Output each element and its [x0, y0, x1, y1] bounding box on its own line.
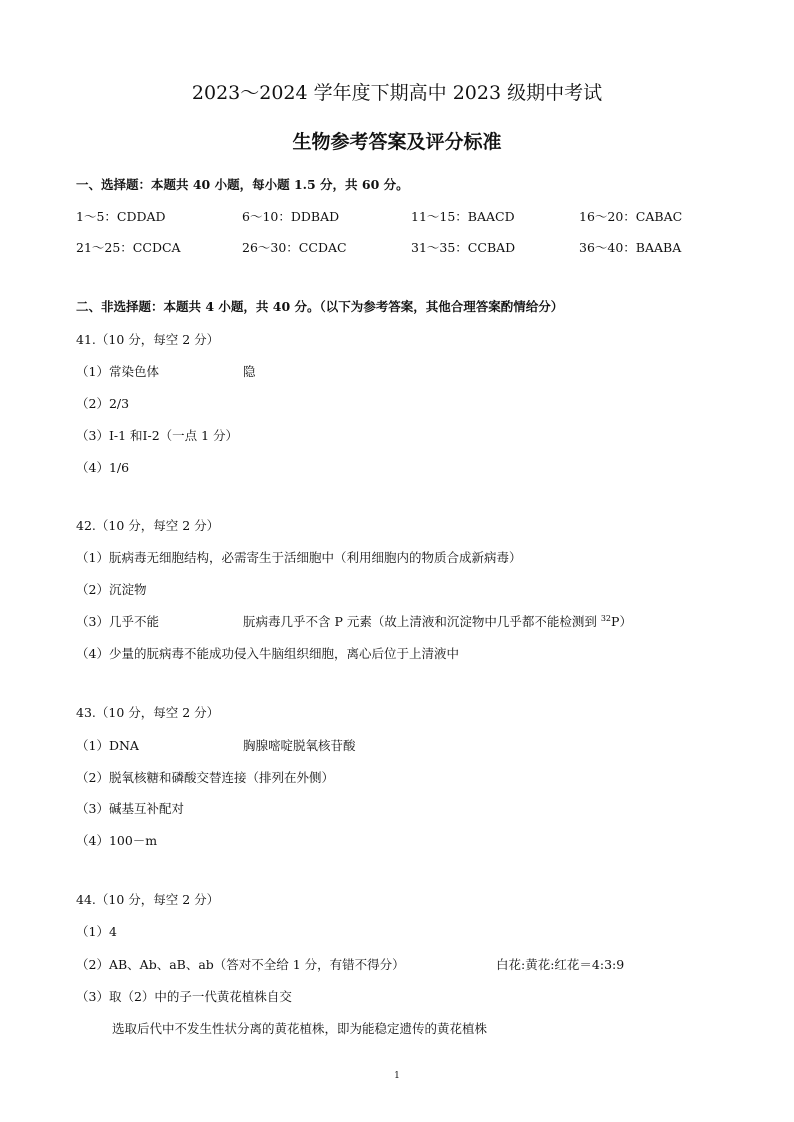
q42-answer-1: （1）朊病毒无细胞结构，必需寄生于活细胞中（利用细胞内的物质合成新病毒）	[76, 550, 522, 565]
q43-header: 43.（10 分，每空 2 分）	[76, 705, 220, 720]
q42-answer-4: （4）少量的朊病毒不能成功侵入牛脑组织细胞，离心后位于上清液中	[76, 646, 459, 661]
q44-header: 44.（10 分，每空 2 分）	[76, 892, 220, 907]
isotope-superscript: 32	[600, 614, 612, 623]
page-number: 1	[394, 1071, 400, 1081]
q41-answer-2: （2）2/3	[76, 396, 130, 411]
answer-range: 6～10：DDBAD	[242, 209, 340, 224]
q42-header: 42.（10 分，每空 2 分）	[76, 518, 220, 533]
q43-answer-3: （3）碱基互补配对	[76, 801, 184, 816]
q42-answer-3b-text: 朊病毒几乎不含 P 元素（故上清液和沉淀物中几乎都不能检测到	[243, 614, 601, 629]
q44-answer-3b: 选取后代中不发生性状分离的黄花植株，即为能稳定遗传的黄花植株	[112, 1021, 488, 1036]
exam-title: 2023～2024 学年度下期高中 2023 级期中考试	[191, 82, 603, 104]
answer-range: 16～20：CABAC	[579, 209, 683, 224]
document-subtitle: 生物参考答案及评分标准	[292, 131, 502, 153]
answer-range: 1～5：CDDAD	[76, 209, 166, 224]
q42-answer-2: （2）沉淀物	[76, 582, 147, 597]
q42-answer-3: （3）几乎不能	[76, 614, 159, 629]
answer-range: 36～40：BAABA	[579, 240, 682, 255]
q43-answer-1b: 胸腺嘧啶脱氧核苷酸	[243, 738, 356, 753]
q41-answer-1: （1）常染色体	[76, 364, 159, 379]
q44-answer-2: （2）AB、Ab、aB、ab（答对不全给 1 分，有错不得分）	[76, 957, 405, 972]
q44-answer-1: （1）4	[76, 924, 117, 939]
answer-range: 21～25：CCDCA	[76, 240, 181, 255]
q43-answer-2: （2）脱氧核糖和磷酸交替连接（排列在外侧）	[76, 770, 334, 785]
q41-header: 41.（10 分，每空 2 分）	[76, 332, 220, 347]
answer-range: 11～15：BAACD	[411, 209, 515, 224]
q43-answer-1: （1）DNA	[76, 738, 139, 753]
q42-answer-3b	[243, 612, 632, 630]
q41-answer-3: （3）Ⅰ-1 和Ⅰ-2（一点 1 分）	[76, 428, 239, 443]
q41-answer-1b: 隐	[243, 364, 256, 379]
section-2-heading: 二、非选择题：本题共 4 小题，共 40 分。（以下为参考答案，其他合理答案酌情给分）	[76, 299, 564, 314]
q41-answer-4: （4）1/6	[76, 460, 130, 475]
q44-answer-3: （3）取（2）中的子一代黄花植株自交	[76, 989, 292, 1004]
q42-answer-3b-end: P）	[611, 614, 632, 629]
q43-answer-4: （4）100－m	[76, 833, 158, 848]
answer-range: 26～30：CCDAC	[242, 240, 347, 255]
section-1-heading: 一、选择题：本题共 40 小题，每小题 1.5 分，共 60 分。	[76, 177, 409, 192]
answer-range: 31～35：CCBAD	[411, 240, 516, 255]
q44-answer-2b: 白花:黄花:红花＝4:3:9	[496, 957, 625, 972]
